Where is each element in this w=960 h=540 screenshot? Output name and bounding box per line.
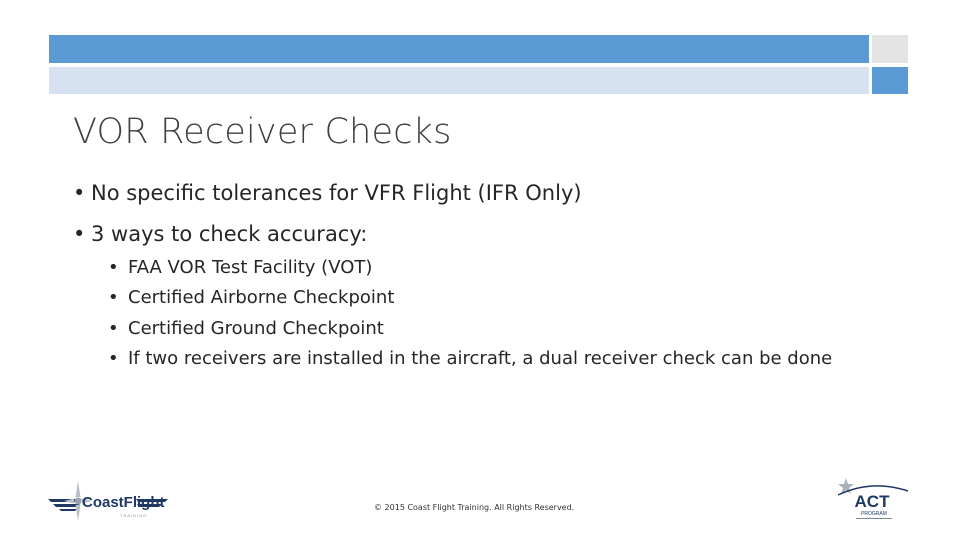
sub-bullet-text: If two receivers are installed in the aircraft, a dual receiver check can be done	[128, 348, 833, 369]
bullet-marker: •	[73, 181, 86, 205]
header-square-blue	[872, 67, 908, 94]
logo-right-text: ACT	[854, 492, 890, 511]
bullet-marker: •	[108, 318, 119, 339]
logo-right-tagline: PROGRAM	[861, 511, 887, 517]
act-program-logo	[832, 477, 912, 523]
bullet-marker: •	[108, 348, 119, 369]
header-square-gray	[872, 35, 908, 63]
sub-bullet-item	[108, 348, 832, 369]
logo-left-text: CoastFlight	[82, 494, 165, 511]
sub-bullet-item	[108, 257, 372, 278]
bullet-text: 3 ways to check accuracy:	[91, 222, 368, 246]
copyright-footer: © 2015 Coast Flight Training. All Rights Reserved.	[374, 503, 575, 512]
bullet-item	[73, 181, 582, 205]
sub-bullet-item	[108, 287, 394, 308]
slide-title: VOR Receiver Checks	[73, 112, 452, 152]
sub-bullet-text: Certified Ground Checkpoint	[128, 318, 384, 339]
bullet-marker: •	[108, 287, 119, 308]
coastflight-logo	[46, 477, 171, 522]
header-band-dark	[49, 35, 869, 63]
bullet-marker: •	[108, 257, 119, 278]
bullet-item	[73, 222, 367, 246]
sub-bullet-text: Certified Airborne Checkpoint	[128, 287, 395, 308]
sub-bullet-text: FAA VOR Test Facility (VOT)	[128, 257, 373, 278]
bullet-marker: •	[73, 222, 86, 246]
header-band-light	[49, 67, 869, 94]
bullet-text: No specific tolerances for VFR Flight (IFR Only)	[91, 181, 582, 205]
sub-bullet-item	[108, 318, 384, 339]
logo-left-tagline: T R A I N I N G	[120, 513, 147, 518]
logo-right-rule	[856, 518, 892, 519]
